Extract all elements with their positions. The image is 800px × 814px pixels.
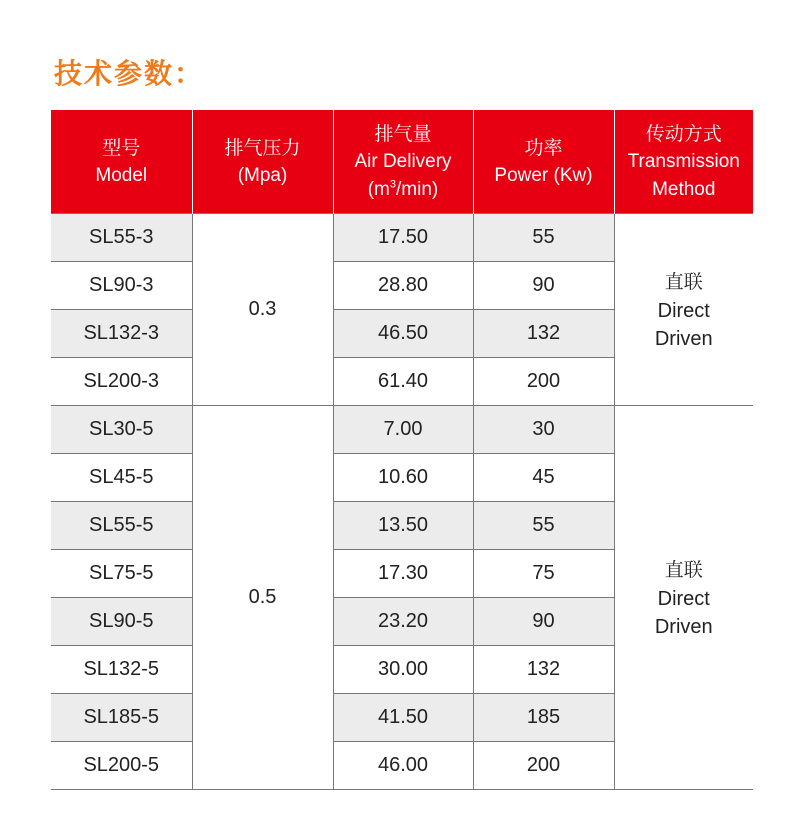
cell-model: SL185-5: [51, 694, 192, 742]
header-air-delivery: 排气量 Air Delivery $(m^3/\min)$: [333, 110, 473, 214]
cell-power: 185: [473, 694, 614, 742]
spec-table: [51, 110, 753, 790]
cell-air-delivery: 10.60: [333, 454, 473, 502]
transmission-text: Driven: [654, 327, 713, 350]
cell-model: SL200-3: [51, 358, 192, 406]
cell-model: SL90-5: [51, 598, 192, 646]
header-power: 功率 Power (Kw): [473, 110, 614, 214]
cell-pressure: 0.3: [192, 214, 333, 406]
table-row: [51, 406, 753, 454]
transmission-text: 直联: [664, 270, 703, 293]
cell-model: SL132-3: [51, 310, 192, 358]
cell-air-delivery: 17.50: [333, 214, 473, 262]
cell-air-delivery: 46.00: [333, 742, 473, 790]
cell-pressure: 0.5: [192, 406, 333, 790]
cell-power: 75: [473, 550, 614, 598]
cell-air-delivery: 46.50: [333, 310, 473, 358]
cell-air-delivery: 61.40: [333, 358, 473, 406]
cell-power: 30: [473, 406, 614, 454]
transmission-text: 直联: [664, 558, 703, 581]
cell-power: 90: [473, 598, 614, 646]
table-header-row: [51, 110, 753, 214]
cell-model: SL90-3: [51, 262, 192, 310]
header-pressure: 排气压力 (Mpa): [192, 110, 333, 214]
cell-power: 132: [473, 646, 614, 694]
cell-transmission: [614, 406, 753, 790]
cell-power: 200: [473, 358, 614, 406]
cell-air-delivery: 41.50: [333, 694, 473, 742]
cell-power: 132: [473, 310, 614, 358]
transmission-text: Direct: [657, 299, 710, 322]
cell-air-delivery: 17.30: [333, 550, 473, 598]
cell-power: 55: [473, 502, 614, 550]
cell-power: 55: [473, 214, 614, 262]
transmission-text: Direct: [657, 587, 710, 610]
cell-air-delivery: 30.00: [333, 646, 473, 694]
cell-air-delivery: 13.50: [333, 502, 473, 550]
page-title: 技术参数：: [54, 57, 205, 90]
cell-model: SL55-5: [51, 502, 192, 550]
cell-model: SL55-3: [51, 214, 192, 262]
cell-air-delivery: 7.00: [333, 406, 473, 454]
table-row: [51, 214, 753, 262]
header-model: 型号 Model: [51, 110, 192, 214]
header-transmission: 传动方式 Transmission Method: [614, 110, 753, 214]
transmission-text: Driven: [654, 615, 713, 638]
cell-power: 200: [473, 742, 614, 790]
cell-model: SL30-5: [51, 406, 192, 454]
cell-model: SL75-5: [51, 550, 192, 598]
cell-air-delivery: 28.80: [333, 262, 473, 310]
cell-power: 90: [473, 262, 614, 310]
cell-power: 45: [473, 454, 614, 502]
cell-model: SL132-5: [51, 646, 192, 694]
cell-air-delivery: 23.20: [333, 598, 473, 646]
cell-model: SL200-5: [51, 742, 192, 790]
cell-transmission: [614, 214, 753, 406]
cell-model: SL45-5: [51, 454, 192, 502]
